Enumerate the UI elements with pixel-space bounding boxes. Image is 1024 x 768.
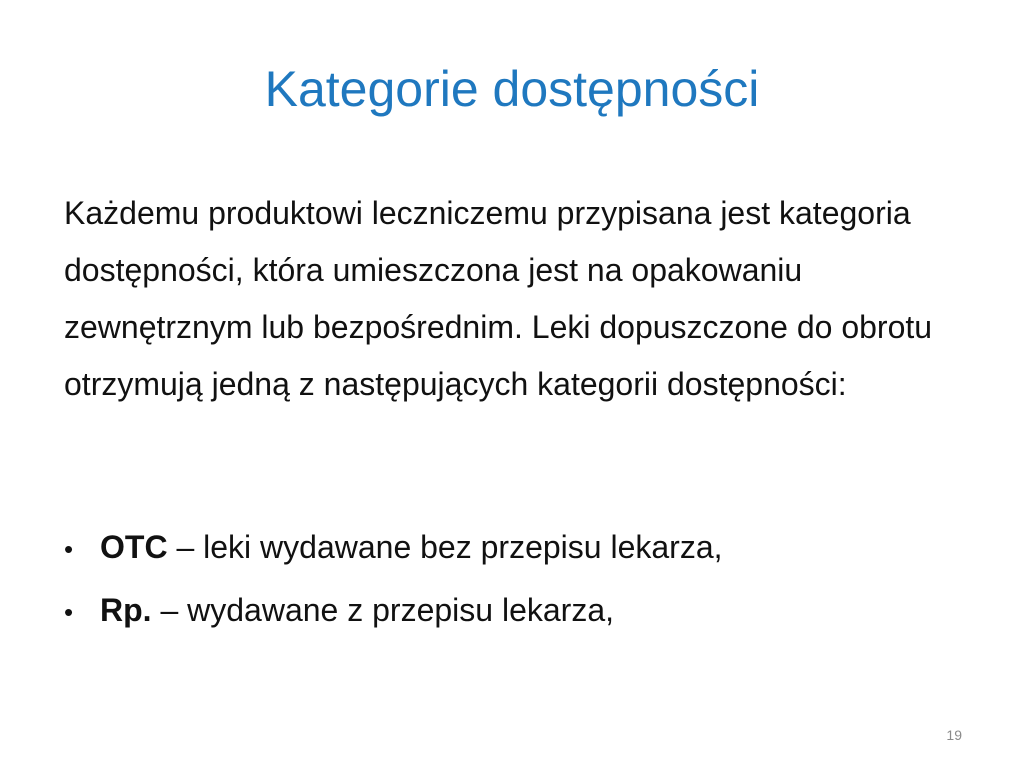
slide-title: Kategorie dostępności — [264, 61, 760, 117]
bullet-item-otc — [64, 527, 964, 569]
bullet-term: Rp. — [100, 592, 152, 628]
bullet-text: – leki wydawane bez przepisu lekarza, — [167, 529, 723, 565]
bullet-dot-icon: • — [64, 597, 74, 627]
bullet-list — [64, 527, 964, 653]
bullet-text: – wydawane z przepisu lekarza, — [151, 592, 614, 628]
bullet-item-rp — [64, 590, 964, 632]
bullet-dot-icon: • — [64, 534, 74, 564]
body-paragraph: Każdemu produktowi leczniczemu przypisana jest kategoria dostępności, która umieszczona jest na opakowaniu zewnętrznym lub bezpośrednim. Leki dopuszczone do obrotu otrzymują jedną z następujących kategorii dostępności: — [64, 195, 933, 402]
page-number: 19 — [946, 727, 962, 743]
bullet-term: OTC — [100, 529, 168, 565]
